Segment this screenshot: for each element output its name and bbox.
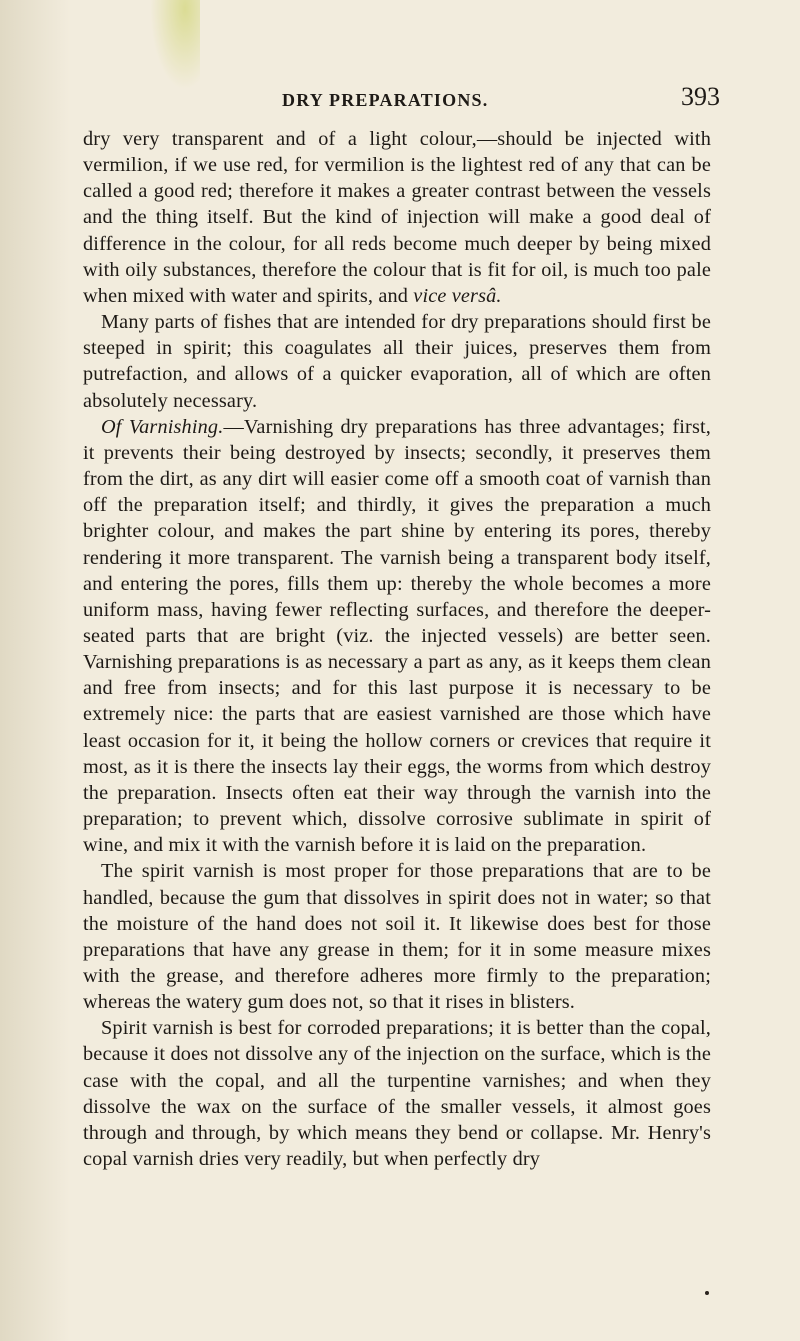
paragraph — [83, 126, 711, 309]
ink-spot — [705, 1291, 709, 1295]
body-text — [83, 126, 711, 1172]
paragraph: Spirit varnish is best for corroded preparations; it is better than the copal, because it does not dissolve any of the injection on the surface, which is the case with the copal, and all the turpentine varnishes; and when they dissolve the wax on the surface of the smaller vessels, it almost goes through and through, by which means they bend or collapse. Mr. Henry's copal varnish dries very readily, but when perfectly dry — [83, 1017, 711, 1171]
paragraph: The spirit varnish is most proper for those preparations that are to be handled, because the gum that dissolves in spirit does not in water; so that the moisture of the hand does not soil it. It likewise does best for those preparations that have any grease in them; for it in some measure mixes with the grease, and therefore adheres more firmly to the preparation; whereas the watery gum does not, so that it rises in blisters. — [83, 860, 711, 1014]
section-heading: Of Varnishing. — [101, 415, 224, 438]
page-number: 393 — [681, 82, 720, 111]
running-title: DRY PREPARATIONS. — [282, 90, 489, 110]
paragraph-text: —Varnishing dry preparations has three advantages; first, it prevents their being destroyed by insects; secondly, it preserves them from the dirt, as any dirt will easier come off a smooth coat of varnish than off the preparation itself; and thirdly, it gives the preparation a much brighter colour, and makes the part shine by entering its pores, thereby rendering it more transparent. The varnish being a transparent body itself, and entering the pores, fills them up: thereby the whole becomes a more uniform mass, having fewer reflecting surfaces, and therefore the deeper-seated parts that are bright (viz. the injected vessels) are better seen. Varnishing preparations is as necessary a part as any, as it keeps them clean and free from insects; and for this last purpose it is necessary to be extremely nice: the parts that are easiest varnished are those which have least occasion for it, it being the hollow corners or crevices that require it most, as it is there the insects lay their eggs, the worms from which destroy the preparation. Insects often eat their way through the varnish into the preparation; to prevent which, dissolve corrosive sublimate in spirit of wine, and mix it with the varnish before it is laid on the preparation. — [83, 415, 711, 857]
paragraph-text: dry very transparent and of a light colour,—should be injected with vermilion, if we use red, for vermilion is the lightest red of any that can be called a good red; therefore it makes a greater contrast between the vessels and the thing itself. But the kind of injection will make a good deal of difference in the colour, for all reds become much deeper by being mixed with oily substances, therefore the colour that is fit for oil, is much too pale when mixed with water and spirits, and — [83, 128, 711, 307]
italic-phrase: vice versâ. — [413, 284, 502, 307]
paragraph — [83, 414, 711, 859]
page-edge-shadow — [0, 0, 70, 1341]
page-header — [60, 76, 720, 116]
paragraph: Many parts of fishes that are intended for dry preparations should first be steeped in spirit; this coagulates all their juices, preserves them from putrefaction, and allows of a quicker evaporation, all of which are often absolutely necessary. — [83, 311, 711, 412]
